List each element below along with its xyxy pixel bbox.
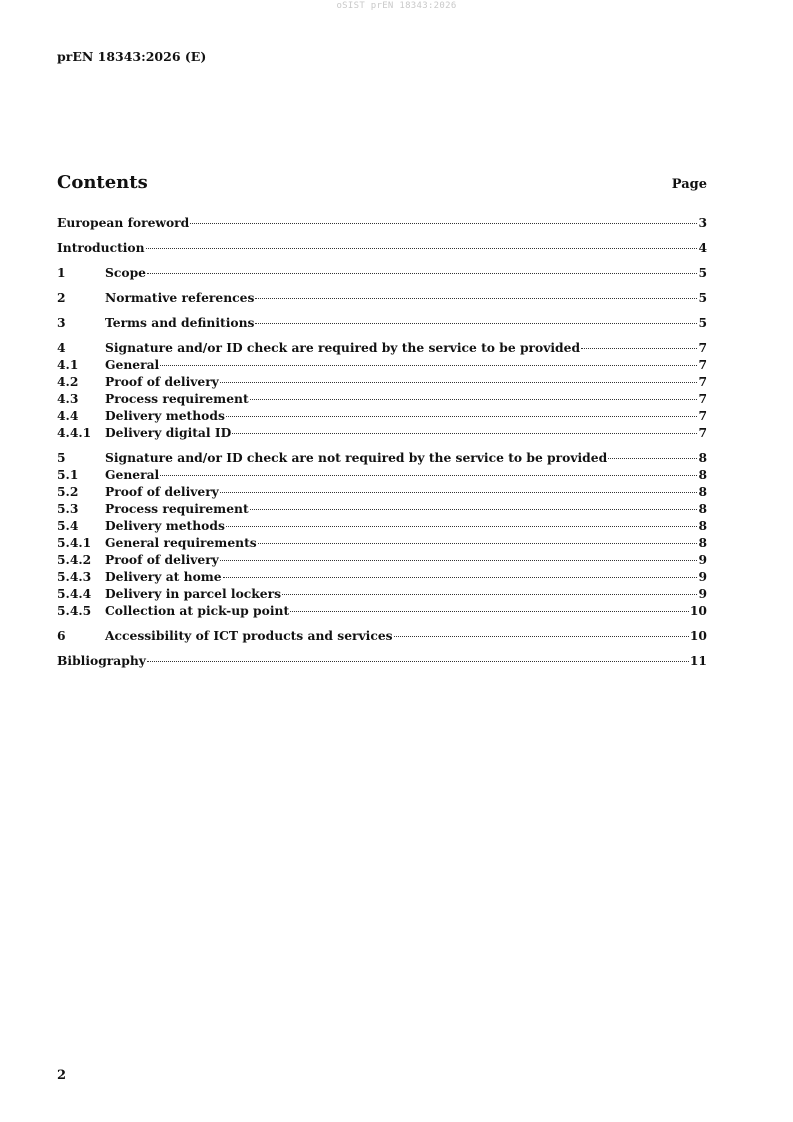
toc-dot-leader	[394, 636, 689, 637]
toc-entry-number: 5.4.3	[57, 569, 92, 584]
toc-entry-page: 8	[698, 501, 707, 516]
toc-entry-number: 4.1	[57, 357, 79, 372]
toc-entry[interactable]	[57, 408, 707, 425]
toc-entry-number: 5.4.4	[57, 586, 92, 601]
toc-group	[57, 340, 707, 442]
toc-entry-title: Bibliography	[57, 653, 146, 668]
toc-entry-title: Normative references	[105, 290, 255, 305]
toc-entry-page: 11	[689, 653, 707, 668]
toc-dot-leader	[608, 458, 697, 459]
toc-dot-leader	[255, 323, 697, 324]
toc-entry-title: Delivery in parcel lockers	[105, 586, 282, 601]
toc-entry[interactable]	[57, 586, 707, 603]
toc-entry-title: General	[105, 467, 160, 482]
toc-entry-title: Signature and/or ID check are required by the service to be provided	[105, 340, 581, 355]
toc-entry-number: 4.4	[57, 408, 79, 423]
toc-entry-page: 5	[698, 265, 707, 280]
toc-entry-title: Delivery methods	[105, 408, 225, 423]
toc-dot-leader	[190, 223, 697, 224]
toc-dot-leader	[220, 382, 698, 383]
toc-entry-number: 5.3	[57, 501, 79, 516]
toc-entry[interactable]	[57, 518, 707, 535]
toc-dot-leader	[250, 399, 698, 400]
toc-entry-number: 5.1	[57, 467, 79, 482]
toc-entry-number: 5.4	[57, 518, 79, 533]
toc-entry-number: 2	[57, 290, 66, 305]
page-column-label: Page	[671, 177, 707, 192]
toc-entry[interactable]	[57, 290, 707, 307]
toc-group	[57, 653, 707, 670]
toc-entry-title: Introduction	[57, 240, 145, 255]
toc-entry-page: 7	[698, 391, 707, 406]
toc-entry-page: 7	[698, 340, 707, 355]
toc-entry[interactable]	[57, 340, 707, 357]
toc-entry-page: 9	[698, 586, 707, 601]
toc-entry[interactable]	[57, 552, 707, 569]
toc-entry[interactable]	[57, 240, 707, 257]
page-number: 2	[57, 1068, 67, 1083]
toc-dot-leader	[160, 475, 697, 476]
toc-entry-number: 4.4.1	[57, 425, 92, 440]
toc-entry[interactable]	[57, 357, 707, 374]
toc-group	[57, 240, 707, 257]
toc-entry-number: 6	[57, 628, 66, 643]
toc-dot-leader	[258, 543, 698, 544]
toc-entry-number: 5	[57, 450, 66, 465]
toc-entry-page: 8	[698, 518, 707, 533]
table-of-contents	[57, 215, 707, 678]
toc-entry[interactable]	[57, 467, 707, 484]
toc-entry[interactable]	[57, 653, 707, 670]
toc-entry[interactable]	[57, 628, 707, 645]
toc-entry-title: General requirements	[105, 535, 257, 550]
toc-dot-leader	[226, 416, 698, 417]
toc-entry-number: 4.2	[57, 374, 79, 389]
toc-entry-title: Proof of delivery	[105, 374, 219, 389]
toc-entry-page: 7	[698, 425, 707, 440]
toc-entry-title: Delivery at home	[105, 569, 222, 584]
toc-entry[interactable]	[57, 265, 707, 282]
toc-entry-page: 9	[698, 569, 707, 584]
toc-entry[interactable]	[57, 535, 707, 552]
toc-entry-title: Scope	[105, 265, 146, 280]
document-id: prEN 18343:2026 (E)	[57, 49, 207, 64]
toc-entry-page: 10	[689, 628, 707, 643]
toc-entry-page: 8	[698, 450, 707, 465]
toc-entry-page: 9	[698, 552, 707, 567]
toc-entry-number: 5.4.2	[57, 552, 92, 567]
toc-entry-title: European foreword	[57, 215, 190, 230]
toc-group	[57, 265, 707, 282]
toc-entry-title: Proof of delivery	[105, 484, 219, 499]
toc-entry-title: Signature and/or ID check are not required by the service to be provided	[105, 450, 608, 465]
toc-entry[interactable]	[57, 425, 707, 442]
toc-dot-leader	[147, 273, 697, 274]
toc-entry[interactable]	[57, 315, 707, 332]
toc-group	[57, 315, 707, 332]
toc-entry[interactable]	[57, 374, 707, 391]
toc-group	[57, 628, 707, 645]
toc-entry-title: General	[105, 357, 160, 372]
toc-entry-title: Delivery methods	[105, 518, 225, 533]
toc-entry-number: 4	[57, 340, 66, 355]
toc-entry-title: Accessibility of ICT products and services	[105, 628, 393, 643]
toc-entry[interactable]	[57, 603, 707, 620]
toc-entry[interactable]	[57, 215, 707, 232]
toc-entry-page: 7	[698, 357, 707, 372]
toc-entry-page: 7	[698, 374, 707, 389]
toc-entry-number: 3	[57, 315, 66, 330]
toc-entry-number: 5.4.5	[57, 603, 92, 618]
toc-dot-leader	[282, 594, 697, 595]
toc-dot-leader	[290, 611, 689, 612]
toc-entry-title: Process requirement	[105, 391, 249, 406]
toc-entry[interactable]	[57, 501, 707, 518]
toc-entry-page: 3	[698, 215, 707, 230]
toc-entry-title: Collection at pick-up point	[105, 603, 290, 618]
toc-entry[interactable]	[57, 569, 707, 586]
toc-entry-page: 8	[698, 535, 707, 550]
toc-group	[57, 290, 707, 307]
watermark: oSIST prEN 18343:2026	[336, 1, 457, 11]
toc-entry[interactable]	[57, 450, 707, 467]
toc-entry[interactable]	[57, 391, 707, 408]
toc-group	[57, 450, 707, 620]
toc-entry-number: 4.3	[57, 391, 79, 406]
toc-entry[interactable]	[57, 484, 707, 501]
toc-entry-page: 7	[698, 408, 707, 423]
toc-dot-leader	[226, 526, 698, 527]
toc-dot-leader	[250, 509, 698, 510]
toc-entry-title: Terms and definitions	[105, 315, 255, 330]
toc-entry-title: Proof of delivery	[105, 552, 219, 567]
contents-title: Contents	[57, 172, 148, 193]
toc-entry-number: 5.4.1	[57, 535, 92, 550]
contents-heading	[57, 172, 707, 193]
toc-entry-page: 8	[698, 467, 707, 482]
toc-entry-page: 8	[698, 484, 707, 499]
toc-entry-page: 5	[698, 315, 707, 330]
toc-dot-leader	[220, 492, 698, 493]
toc-dot-leader	[223, 577, 698, 578]
toc-dot-leader	[581, 348, 697, 349]
toc-entry-page: 4	[698, 240, 707, 255]
toc-entry-title: Delivery digital ID	[105, 425, 232, 440]
toc-entry-page: 5	[698, 290, 707, 305]
toc-entry-page: 10	[689, 603, 707, 618]
toc-entry-number: 1	[57, 265, 66, 280]
toc-dot-leader	[147, 661, 689, 662]
toc-dot-leader	[232, 433, 697, 434]
toc-entry-number: 5.2	[57, 484, 79, 499]
toc-dot-leader	[220, 560, 698, 561]
toc-dot-leader	[146, 248, 698, 249]
toc-entry-title: Process requirement	[105, 501, 249, 516]
toc-group	[57, 215, 707, 232]
toc-dot-leader	[255, 298, 697, 299]
toc-dot-leader	[160, 365, 697, 366]
